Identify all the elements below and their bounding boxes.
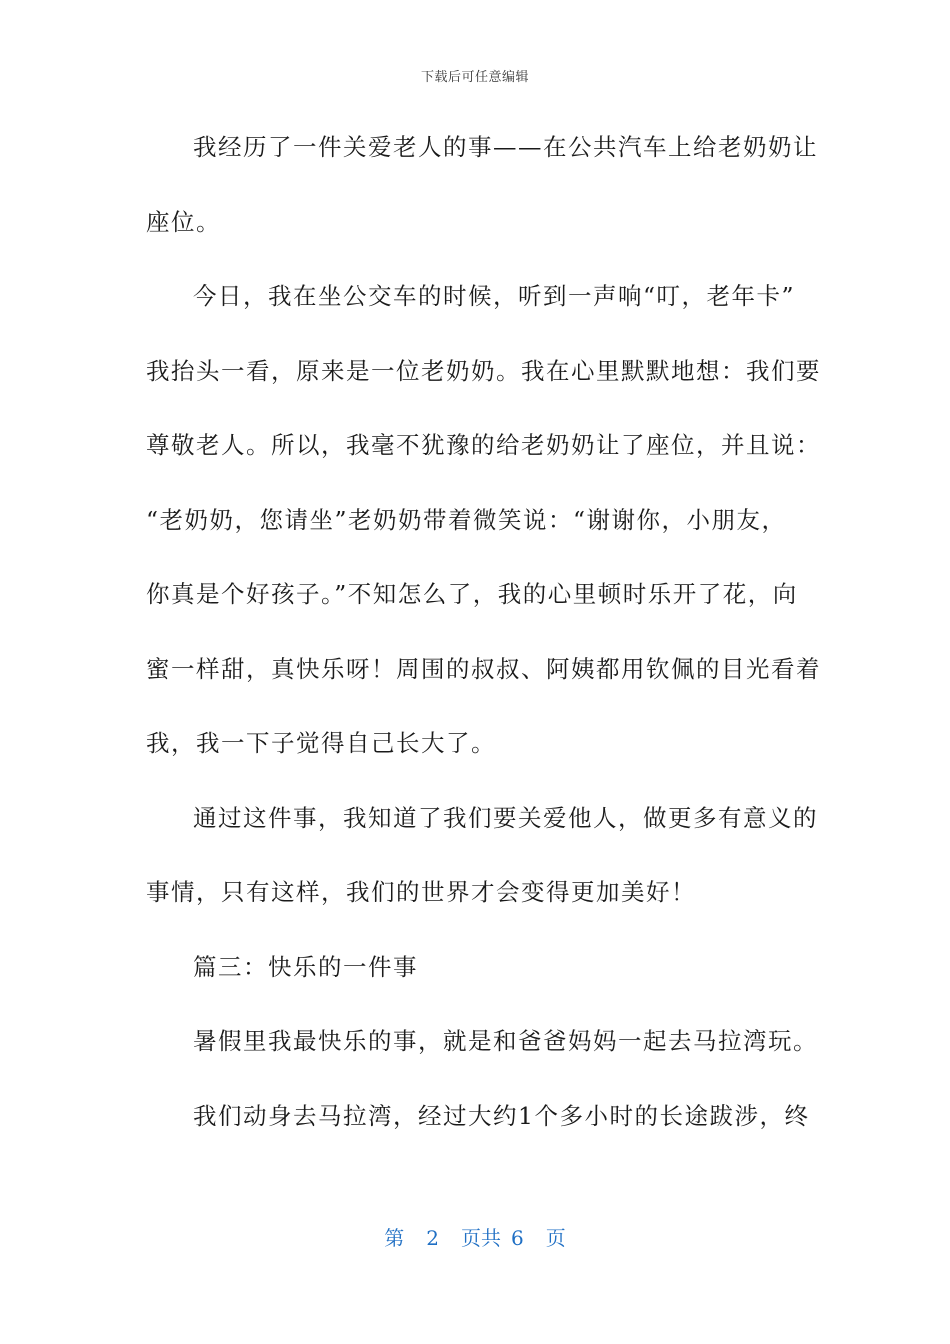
text-line: 蜜一样甜，真快乐呀！周围的叔叔、阿姨都用钦佩的目光看着 — [146, 654, 821, 683]
page-footer — [0, 1222, 950, 1251]
text-line: 我抬头一看，原来是一位老奶奶。我在心里默默地想：我们要 — [146, 356, 821, 385]
text-line: 今日，我在坐公交车的时候，听到一声响“叮，老年卡” — [193, 282, 796, 310]
text-line: 通过这件事，我知道了我们要关爱他人，做更多有意义的 — [193, 803, 818, 832]
footer-suffix: 页 — [545, 1226, 566, 1250]
footer-prefix: 第 — [384, 1226, 405, 1250]
footer-middle: 页共 — [461, 1226, 501, 1250]
text-line: 我经历了一件关爱老人的事——在公共汽车上给老奶奶让 — [193, 133, 818, 161]
text-line: 暑假里我最快乐的事，就是和爸爸妈妈一起去马拉湾玩。 — [193, 1027, 818, 1055]
text-line: 我们动身去马拉湾，经过大约1个多小时的长途跋涉，终 — [193, 1101, 810, 1130]
text-line: 尊敬老人。所以，我毫不犹豫的给老奶奶让了座位，并且说： — [146, 431, 821, 459]
current-page-number: 2 — [426, 1226, 439, 1250]
text-line: 你真是个好孩子。”不知怎么了，我的心里顿时乐开了花，向 — [146, 580, 798, 608]
text-line: 座位。 — [146, 207, 221, 236]
page-header: 下载后可任意编辑 — [420, 70, 529, 85]
text-line: 我，我一下子觉得自己长大了。 — [146, 729, 496, 757]
total-pages-number: 6 — [511, 1226, 524, 1250]
document-body — [146, 110, 821, 1153]
text-line: “老奶奶，您请坐”老奶奶带着微笑说：“谢谢你，小朋友， — [146, 505, 787, 534]
text-line: 事情，只有这样，我们的世界才会变得更加美好！ — [146, 878, 696, 906]
section-heading: 篇三：快乐的一件事 — [193, 952, 418, 981]
